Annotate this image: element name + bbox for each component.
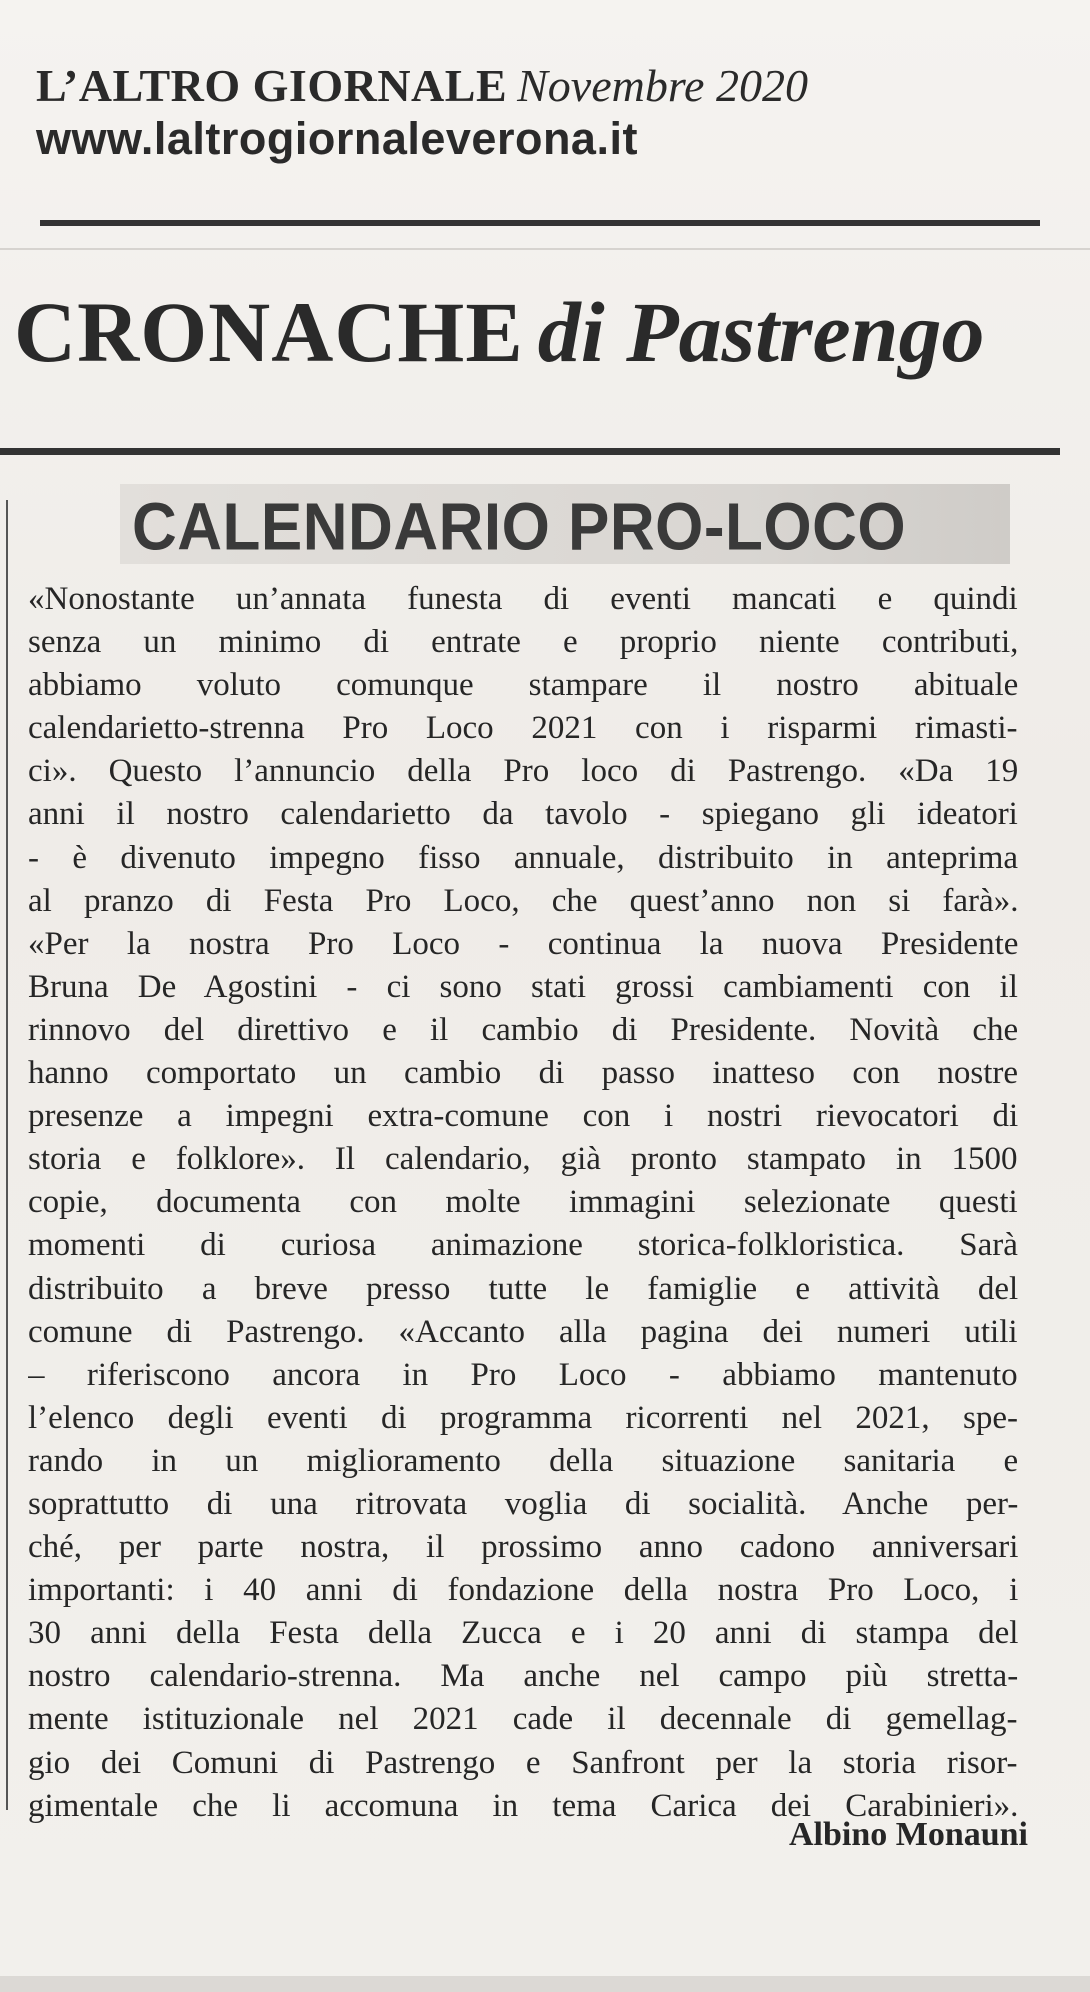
article-line: copie, documenta con molte immagini selezionate questi	[28, 1184, 1018, 1221]
article-line: rando in un miglioramento della situazione sanitaria e	[28, 1442, 1018, 1479]
article-line: soprattutto di una ritrovata voglia di socialità. Anche per-	[28, 1485, 1018, 1522]
section-title-italic: di Pastrengo	[537, 284, 985, 380]
article-line: al pranzo di Festa Pro Loco, che quest’anno non si farà».	[28, 882, 1018, 919]
masthead	[36, 60, 1036, 166]
article-line: comune di Pastrengo. «Accanto alla pagina dei numeri utili	[28, 1313, 1018, 1350]
article-line: «Per la nostra Pro Loco - continua la nuova Presidente	[28, 925, 1018, 962]
article-line: ci». Questo l’annuncio della Pro loco di Pastrengo. «Da 19	[28, 753, 1018, 790]
clipping-bottom-edge	[0, 1976, 1090, 1992]
clipping-edge	[0, 248, 1090, 250]
masthead-divider	[40, 220, 1040, 226]
article-line: momenti di curiosa animazione storica-folkloristica. Sarà	[28, 1227, 1018, 1264]
article-line: ché, per parte nostra, il prossimo anno cadono anniversari	[28, 1529, 1018, 1566]
newspaper-name: L’ALTRO GIORNALE	[36, 60, 508, 111]
article-line: rinnovo del direttivo e il cambio di Presidente. Novità che	[28, 1011, 1018, 1048]
masthead-title-row	[36, 60, 1036, 112]
article-line: Bruna De Agostini - ci sono stati grossi cambiamenti con il	[28, 968, 1018, 1005]
article-line: senza un minimo di entrate e proprio niente contributi,	[28, 624, 1018, 661]
section-divider	[0, 448, 1060, 455]
article-line: distribuito a breve presso tutte le famiglie e attività del	[28, 1270, 1018, 1307]
article-line: mente istituzionale nel 2021 cade il decennale di gemellag-	[28, 1701, 1018, 1738]
article-line: – riferiscono ancora in Pro Loco - abbiamo mantenuto	[28, 1356, 1018, 1393]
article-line: importanti: i 40 anni di fondazione della nostra Pro Loco, i	[28, 1572, 1018, 1609]
article-line: 30 anni della Festa della Zucca e i 20 anni di stampa del	[28, 1615, 1018, 1652]
article-author: Albino Monauni	[788, 1816, 1028, 1853]
article-line: presenze a impegni extra-comune con i nostri rievocatori di	[28, 1098, 1018, 1135]
article-headline: CALENDARIO PRO-LOCO	[132, 490, 907, 565]
column-rule	[6, 500, 8, 1810]
article-line: hanno comportato un cambio di passo inatteso con nostre	[28, 1055, 1018, 1092]
article-line: nostro calendario-strenna. Ma anche nel campo più stretta-	[28, 1658, 1018, 1695]
article-line: storia e folklore». Il calendario, già pronto stampato in 1500	[28, 1141, 1018, 1178]
section-title	[14, 282, 1084, 382]
article-body	[28, 578, 1018, 1828]
article-line: abbiamo voluto comunque stampare il nostro abituale	[28, 667, 1018, 704]
article-line: anni il nostro calendarietto da tavolo - spiegano gli ideatori	[28, 796, 1018, 833]
newspaper-url: www.laltrogiornaleverona.it	[36, 113, 638, 164]
article-line: gimentale che li accomuna in tema Carica dei Carabinieri».	[28, 1787, 1018, 1824]
issue-date: Novembre 2020	[517, 60, 808, 111]
article-line: - è divenuto impegno fisso annuale, distribuito in anteprima	[28, 839, 1018, 876]
article-line: gio dei Comuni di Pastrengo e Sanfront per la storia risor-	[28, 1744, 1018, 1781]
article-line: «Nonostante un’annata funesta di eventi mancati e quindi	[28, 581, 1018, 617]
article-line: l’elenco degli eventi di programma ricorrenti nel 2021, spe-	[28, 1399, 1018, 1436]
article-line: calendarietto-strenna Pro Loco 2021 con i risparmi rimasti-	[28, 710, 1018, 747]
section-title-main: CRONACHE	[14, 284, 524, 380]
